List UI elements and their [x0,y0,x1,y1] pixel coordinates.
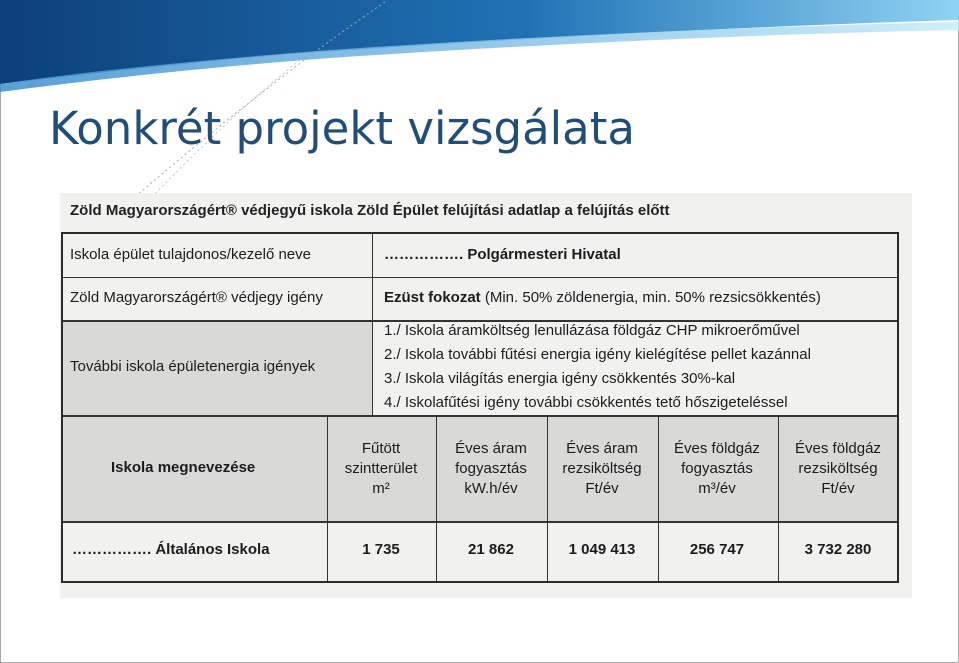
owner-label: Iskola épület tulajdonos/kezelő neve [70,246,311,263]
needs-label: További iskola épületenergia igények [70,358,316,375]
need-item: 2./ Iskola további fűtési energia igény kielégítése pellet kazánnal [384,346,811,363]
row-divider [63,415,897,417]
gas-consumption-cell: 256 747 [689,541,745,558]
school-name-cell: ……………. Általános Iskola [72,541,270,558]
need-item: 1./ Iskola áramköltség lenullázása földgáz CHP mikroerőművel [384,322,800,339]
trademark-criteria: (Min. 50% zöldenergia, min. 50% rezsicsökkentés) [480,289,821,306]
row-divider [63,521,897,523]
datasheet-heading: Zöld Magyarországért® védjegyű iskola Zöld Épület felújítási adatlap a felújítás előtt [70,202,670,219]
trademark-level: Ezüst fokozat [384,289,481,306]
gas-cost-cell: 3 732 280 [804,541,872,558]
row-divider [63,277,897,278]
header-gas-consumption: Éves földgáz fogyasztás m³/év [674,440,760,497]
electricity-cost-cell: 1 049 413 [568,541,636,558]
header-gas-cost: Éves földgáz rezsiköltség Ft/év [795,440,881,497]
header-heated-area: Fűtött szintterület m² [344,440,418,497]
heated-area-cell: 1 735 [362,541,400,558]
owner-value: ……………. Polgármesteri Hivatal [384,246,621,263]
trademark-label: Zöld Magyarországért® védjegy igény [70,289,323,306]
electricity-consumption-cell: 21 862 [468,541,514,558]
trademark-value [384,289,821,306]
slide-title: Konkrét projekt vizsgálata [49,102,635,155]
header-school-name: Iskola megnevezése [111,459,256,476]
need-item: 3./ Iskola világítás energia igény csökkentés 30%-kal [384,370,736,387]
header-electricity-cost: Éves áram rezsiköltség Ft/év [562,440,642,497]
header-electricity-consumption: Éves áram fogyasztás kW.h/év [455,440,527,497]
column-divider [372,234,373,416]
need-item: 4./ Iskolafűtési igény további csökkentés tető hőszigeteléssel [384,394,788,411]
